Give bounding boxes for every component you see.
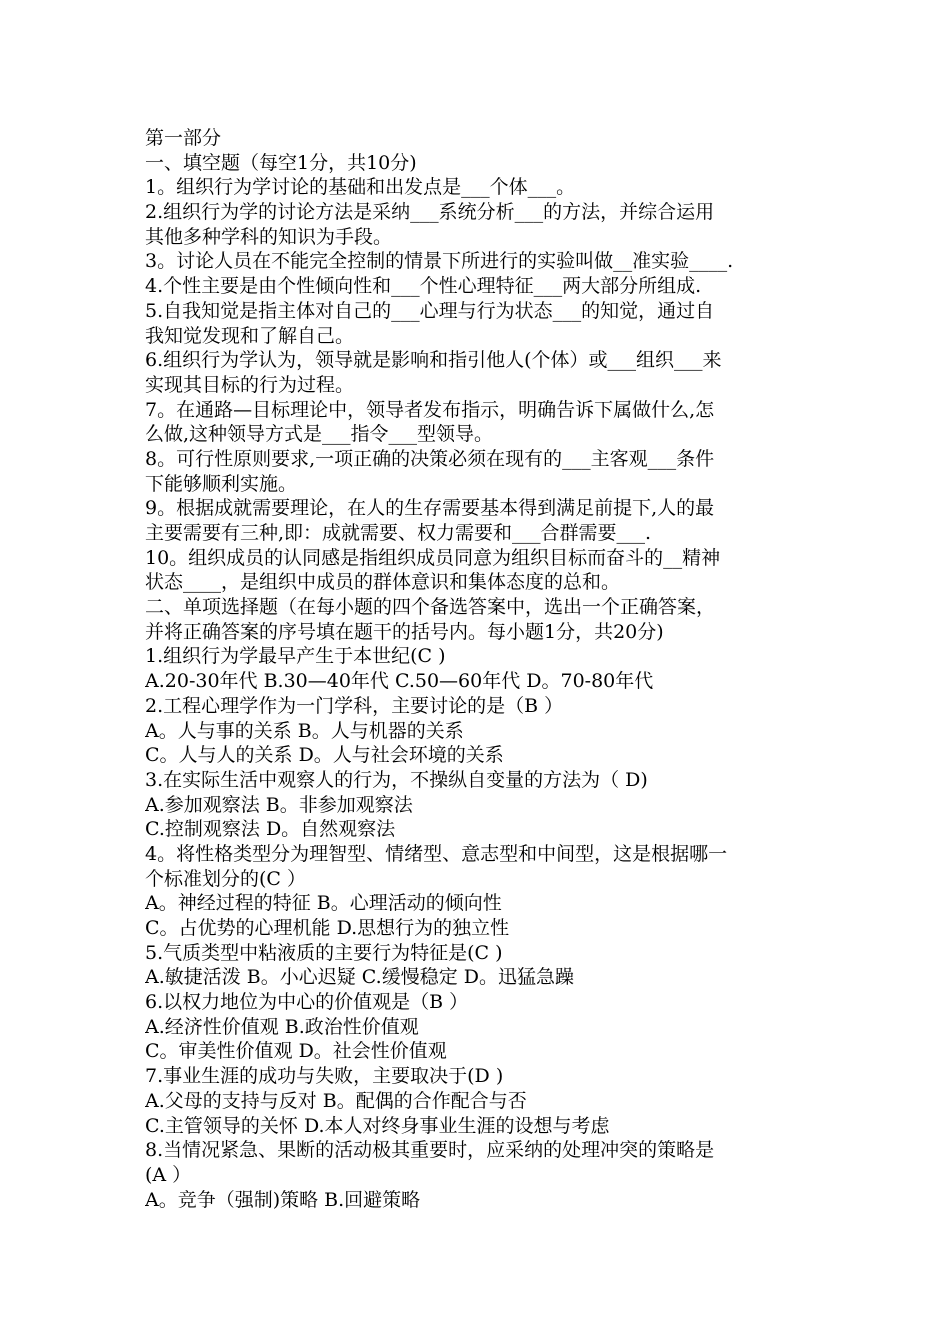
text-line: 7。在通路—目标理论中，领导者发布指示，明确告诉下属做什么,怎 [145, 398, 715, 421]
text-line: 么做,这种领导方式是___指令___型领导。 [145, 423, 494, 446]
text-line: 6.以权力地位为中心的价值观是（B ） [145, 991, 469, 1014]
text-line: 10。组织成员的认同感是指组织成员同意为组织目标而奋斗的__精神 [145, 546, 721, 569]
text-line: 其他多种学科的知识为手段。 [145, 225, 393, 248]
text-line: 状态____，是组织中成员的群体意识和集体态度的总和。 [145, 571, 621, 594]
text-line: 2.工程心理学作为一门学科，主要讨论的是（B ） [145, 694, 564, 717]
text-line: 4.个性主要是由个性倾向性和___个性心理特征___两大部分所组成. [145, 275, 702, 298]
text-line: 9。根据成就需要理论，在人的生存需要基本得到满足前提下,人的最 [145, 497, 715, 520]
text-line: (A ） [145, 1163, 192, 1186]
text-line: A.经济性价值观 B.政治性价值观 [145, 1015, 419, 1038]
text-line: 个标准划分的(C ） [145, 867, 306, 890]
text-line: 8.当情况紧急、果断的活动极其重要时，应采纳的处理冲突的策略是 [145, 1139, 715, 1162]
text-line: 5.自我知觉是指主体对自己的___心理与行为状态___的知觉，通过自 [145, 299, 715, 322]
text-line: A。人与事的关系 B。人与机器的关系 [145, 719, 464, 742]
section-heading: 第一部分 [145, 127, 222, 149]
text-line: 我知觉发现和了解自己。 [145, 324, 355, 347]
text-line: 5.气质类型中粘液质的主要行为特征是(C ) [145, 941, 503, 964]
text-line: 1.组织行为学最早产生于本世纪(C ) [145, 645, 446, 668]
text-line: A。竞争（强制)策略 B.回避策略 [145, 1188, 421, 1211]
text-line: 8。可行性原则要求,一项正确的决策必须在现有的___主客观___条件 [145, 447, 715, 470]
text-line: 6.组织行为学认为，领导就是影响和指引他人(个体）或___组织___来 [145, 349, 722, 372]
text-line: A.20-30年代 B.30—40年代 C.50—60年代 D。70-80年代 [145, 670, 654, 693]
text-line: 3.在实际生活中观察人的行为，不操纵自变量的方法为（ D) [145, 768, 648, 791]
document-body [145, 126, 813, 1212]
text-line: 7.事业生涯的成功与失败，主要取决于(D ) [145, 1065, 504, 1088]
text-line: 2.组织行为学的讨论方法是采纳___系统分析___的方法，并综合运用 [145, 201, 715, 224]
text-line: 4。将性格类型分为理智型、情绪型、意志型和中间型，这是根据哪一 [145, 842, 728, 865]
text-line: C。占优势的心理机能 D.思想行为的独立性 [145, 917, 510, 939]
text-line: A。神经过程的特征 B。心理活动的倾向性 [145, 892, 502, 915]
text-line: A.父母的支持与反对 B。配偶的合作配合与否 [145, 1089, 527, 1112]
text-line: A.敏捷活泼 B。小心迟疑 C.缓慢稳定 D。迅猛急躁 [145, 966, 574, 989]
text-line: C.控制观察法 D。自然观察法 [145, 818, 396, 841]
text-line: C.主管领导的关怀 D.本人对终身事业生涯的设想与考虑 [145, 1114, 610, 1137]
text-line: A.参加观察法 B。非参加观察法 [145, 793, 413, 816]
text-line: 主要需要有三种,即：成就需要、权力需要和___合群需要___. [145, 522, 652, 544]
text-line: 3。讨论人员在不能完全控制的情景下所进行的实验叫做__准实验____. [145, 250, 734, 273]
question-group-heading: 二、单项选择题（在每小题的四个备选答案中，选出一个正确答案， [145, 596, 716, 619]
text-line: C。审美性价值观 D。社会性价值观 [145, 1040, 447, 1063]
question-group-heading: 一、填空题（每空1分，共10分) [145, 151, 417, 174]
text-line: 1。组织行为学讨论的基础和出发点是___个体___。 [145, 176, 576, 199]
text-line: 下能够顺利实施。 [145, 472, 298, 495]
text-line: C。人与人的关系 D。人与社会环境的关系 [145, 744, 504, 767]
text-line: 实现其目标的行为过程。 [145, 373, 355, 396]
text-line: 并将正确答案的序号填在题干的括号内。每小题1分，共20分) [145, 620, 664, 643]
